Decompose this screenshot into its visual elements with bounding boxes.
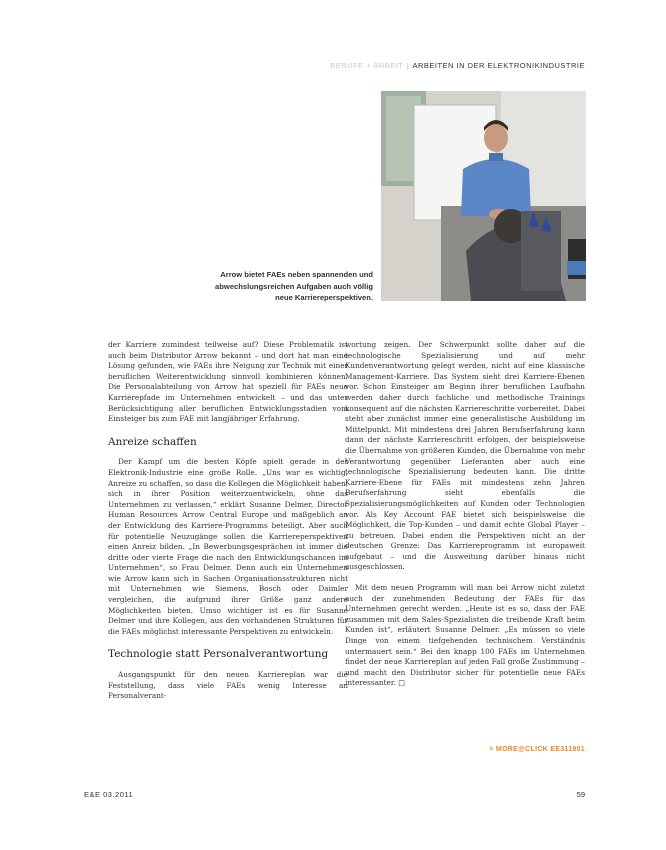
running-head-separator: | bbox=[406, 61, 410, 70]
paragraph: Ausgangspunkt für den neuen Karriereplan war die Feststellung, dass viele FAEs wenig Interesse an Personalverant- bbox=[108, 670, 348, 701]
left-column bbox=[108, 340, 348, 702]
topic-label: ARBEITEN IN DER ELEKTRONIKINDUSTRIE bbox=[412, 61, 585, 70]
paragraph: der Karriere zumindest teilweise auf? Diese Problematik ist auch beim Distributor Arrow bekannt – und dort hat man eine Lösung gefunden, wie FAEs ihre Neigung zur Technik mit einer beruflichen Weiterentwicklung sinnvoll kombinieren können. Die Personalabteilung von Arrow hat speziell für FAEs neue Karrierepfade im Unternehmen entwickelt – und das unter Berücksichtigung aller beruflichen Entwicklungsstadien vom Einsteiger bis zum FAE mit langjähriger Erfahrung. bbox=[108, 340, 348, 424]
subheading-anreize: Anreize schaffen bbox=[108, 435, 197, 448]
section-label: BERUFE + ARBEIT bbox=[330, 61, 404, 70]
paragraph: wortung zeigen. Der Schwerpunkt sollte daher auf die technologische Spezialisierung und auf mehr Kundenverantwortung gelegt werden, nicht auf eine klassische Management-Karriere. Das System sieht drei Karriere-Ebenen vor. Schon Einsteiger am Beginn ihrer beruflichen Laufbahn werden daher durch fachliche und methodische Trainings konsequent auf die nächsten Karriereschritte vorbereitet. Dabei steht aber zunächst immer eine generalistische Ausbildung im Mittelpunkt. Mit mindestens drei Jahren Berufserfahrung kann dann der nächste Karriereschritt erfolgen, der beispielsweise die Übernahme von größeren Kunden, die Übernahme von mehr Verantwortung gegenüber Lieferanten aber auch eine technologische Spezialisierung bedeuten kann. Die dritte Karriere-Ebene für FAEs mit mindestens zehn Jahren Berufserfahrung sieht ebenfalls die Spezialisierungsmöglichkeiten auf Kunden oder Technologien vor. Als Key Account FAE bietet sich beispielsweise die Möglichkeit, die Top-Kunden – und damit echte Global Player – zu betreuen. Dabei enden die Perspektiven nicht an der deutschen Grenze: Das Karriereprogramm ist europaweit aufgebaut – und die Ausweitung darüber hinaus nicht ausgeschlossen. bbox=[345, 340, 585, 572]
end-mark: □ bbox=[398, 678, 406, 688]
more-click-link[interactable]: > MORE@CLICK EE311901 bbox=[489, 746, 585, 753]
photo-caption: Arrow bietet FAEs neben spannenden und abwechslungsreichen Aufgaben auch völlig neue Karriereperspektiven. bbox=[215, 270, 373, 302]
page-number: 59 bbox=[576, 790, 585, 799]
running-head bbox=[330, 61, 585, 70]
issue-label: E&E 03.2011 bbox=[84, 790, 134, 799]
photo-illustration bbox=[381, 91, 586, 301]
paragraph-text: Mit dem neuen Programm will man bei Arrow nicht zuletzt auch der zunehmenden Bedeutung der FAEs für das Unternehmen gerecht werden. „Heute ist es so, dass der FAE zusammen mit dem Sales-Spezialisten die treibende Kraft beim Kunden ist“, erläutert Susanne Delmer. „Es müssen so viele Dinge von einem tiefgehenden technischem Verständnis untermauert sein.“ Bei den knapp 100 FAEs im Unternehmen findet der neue Karriereplan auf jeden Fall große Zustimmung – und macht den Distributor sicher für potentielle neue FAEs interessanter. bbox=[345, 583, 585, 688]
right-column bbox=[345, 340, 585, 689]
paragraph: Der Kampf um die besten Köpfe spielt gerade in der Elektronik-Industrie eine große Rolle. „Uns war es wichtig, Anreize zu schaffen, so dass die Kollegen die Möglichkeit haben, sich in ihrer Position weiterzuentwickeln, ohne das Unternehmen zu verlassen,“ erklärt Susanne Delmer, Director Human Resources Arrow Central Europe und maßgeblich an der Entwicklung des Karriere-Programms beteiligt. Aber auch für potentielle Neuzugänge sollen die Karriereperspektiven einen Anreiz bilden. „In Bewerbungsgesprächen ist immer die dritte oder vierte Frage die nach den Entwicklungschancen im Unternehmen“, so Frau Delmer. Denn auch ein Unternehmen wie Arrow kann sich in Sachen Organisationsstrukturen nicht mit Unternehmen wie Siemens, Bosch oder Daimler vergleichen, die aufgrund ihrer Größe ganz andere Möglichkeiten bieten. Umso wichtiger ist es für Susanne Delmer und ihre Kollegen, aus den vorhandenen Strukturen für die FAEs möglichst interessante Perspektiven zu entwickeln. bbox=[108, 457, 348, 636]
subheading-technologie: Technologie statt Personalverantwortung bbox=[108, 648, 329, 661]
paragraph bbox=[345, 583, 585, 689]
article-photo bbox=[381, 91, 586, 301]
